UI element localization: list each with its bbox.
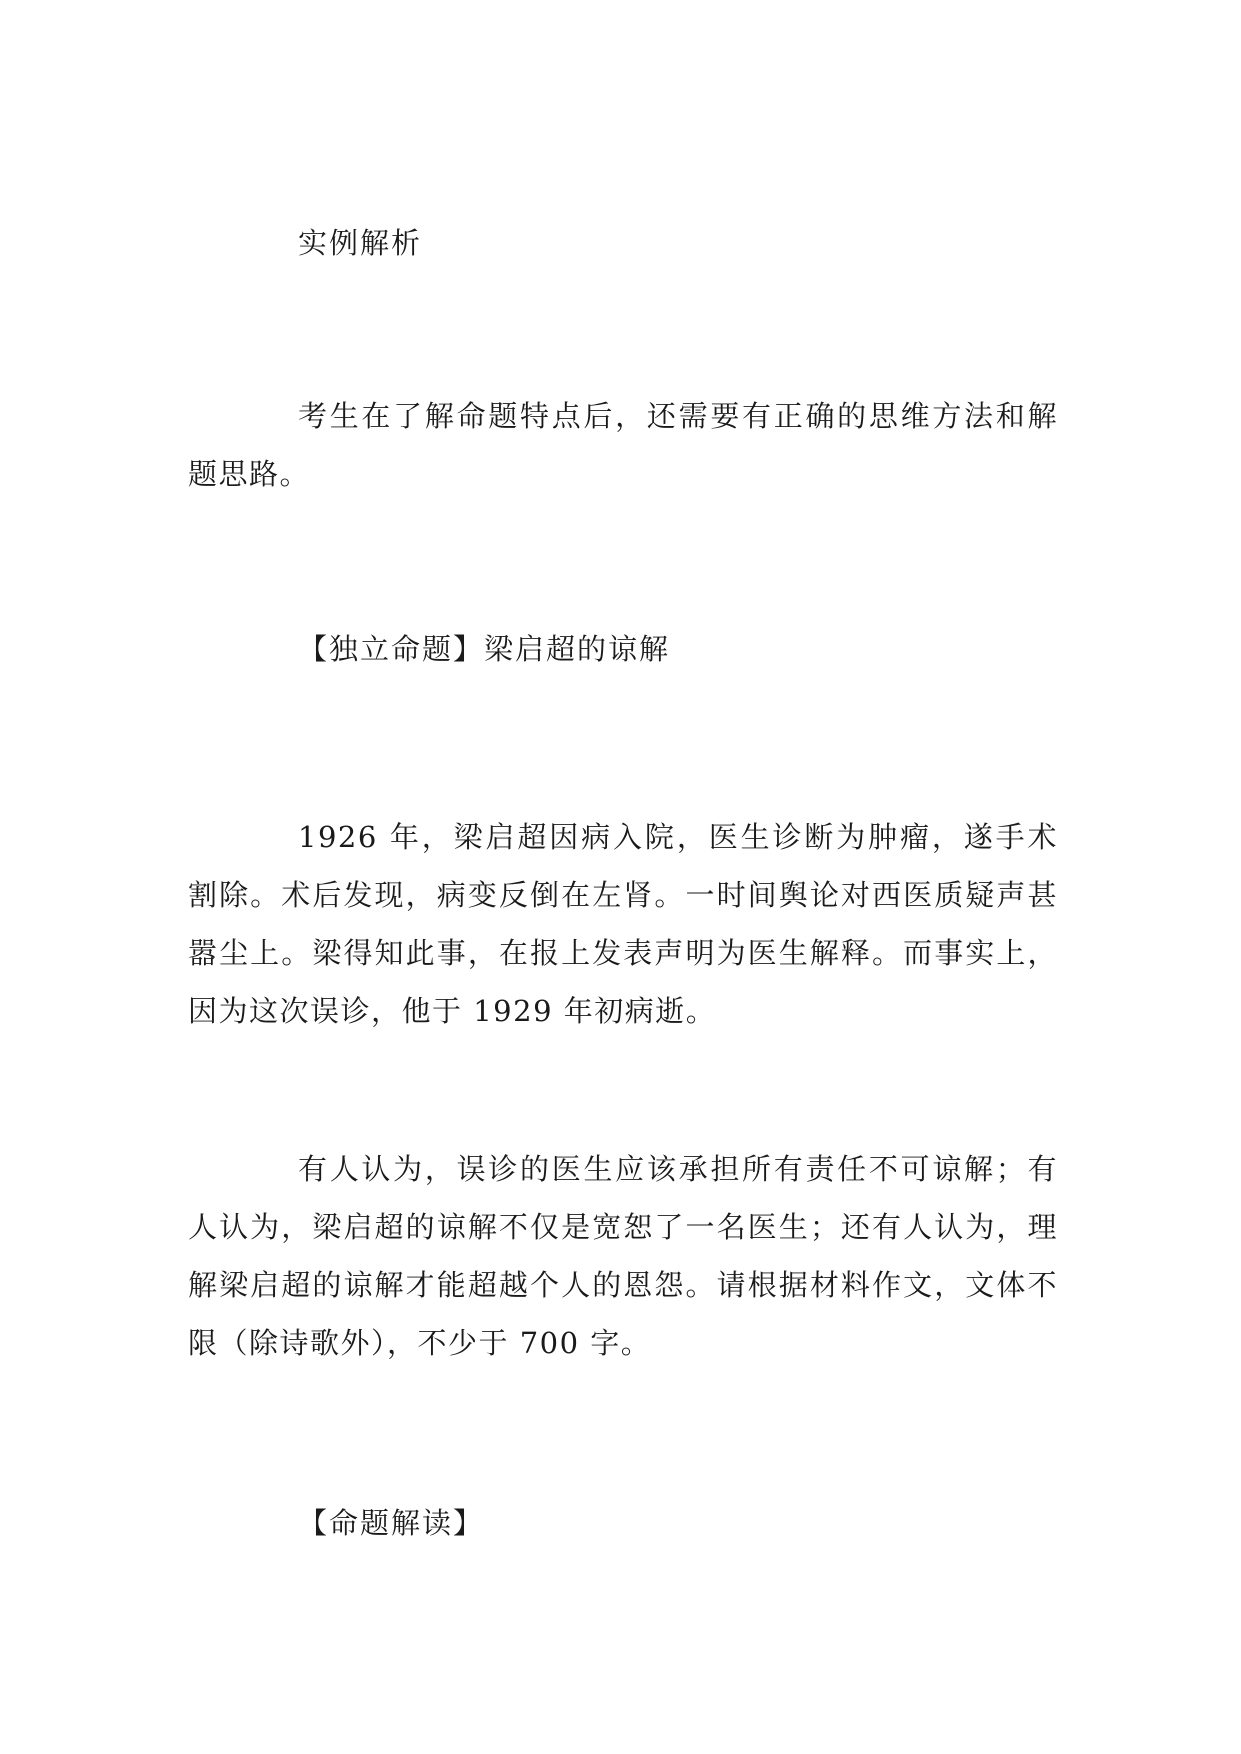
section-heading-example-analysis: 实例解析 [298, 226, 423, 260]
prompt-title: 【独立命题】梁启超的谅解 [298, 632, 671, 666]
intro-paragraph: 考生在了解命题特点后，还需要有正确的思维方法和解题思路。 [188, 399, 1058, 491]
section-heading-interpretation: 【命题解读】 [298, 1506, 485, 1540]
task-paragraph: 有人认为，误诊的医生应该承担所有责任不可谅解；有人认为，梁启超的谅解不仅是宽恕了一名医生；还有人认为，理解梁启超的谅解才能超越个人的恩怨。请根据材料作文，文体不限（除诗歌外），不少于 700 字。 [188, 1152, 1058, 1360]
material-paragraph: 1926 年，梁启超因病入院，医生诊断为肿瘤，遂手术割除。术后发现，病变反倒在左肾。一时间舆论对西医质疑声甚嚣尘上。梁得知此事，在报上发表声明为医生解释。而事实上，因为这次误诊，他于 1929 年初病逝。 [188, 820, 1058, 1028]
